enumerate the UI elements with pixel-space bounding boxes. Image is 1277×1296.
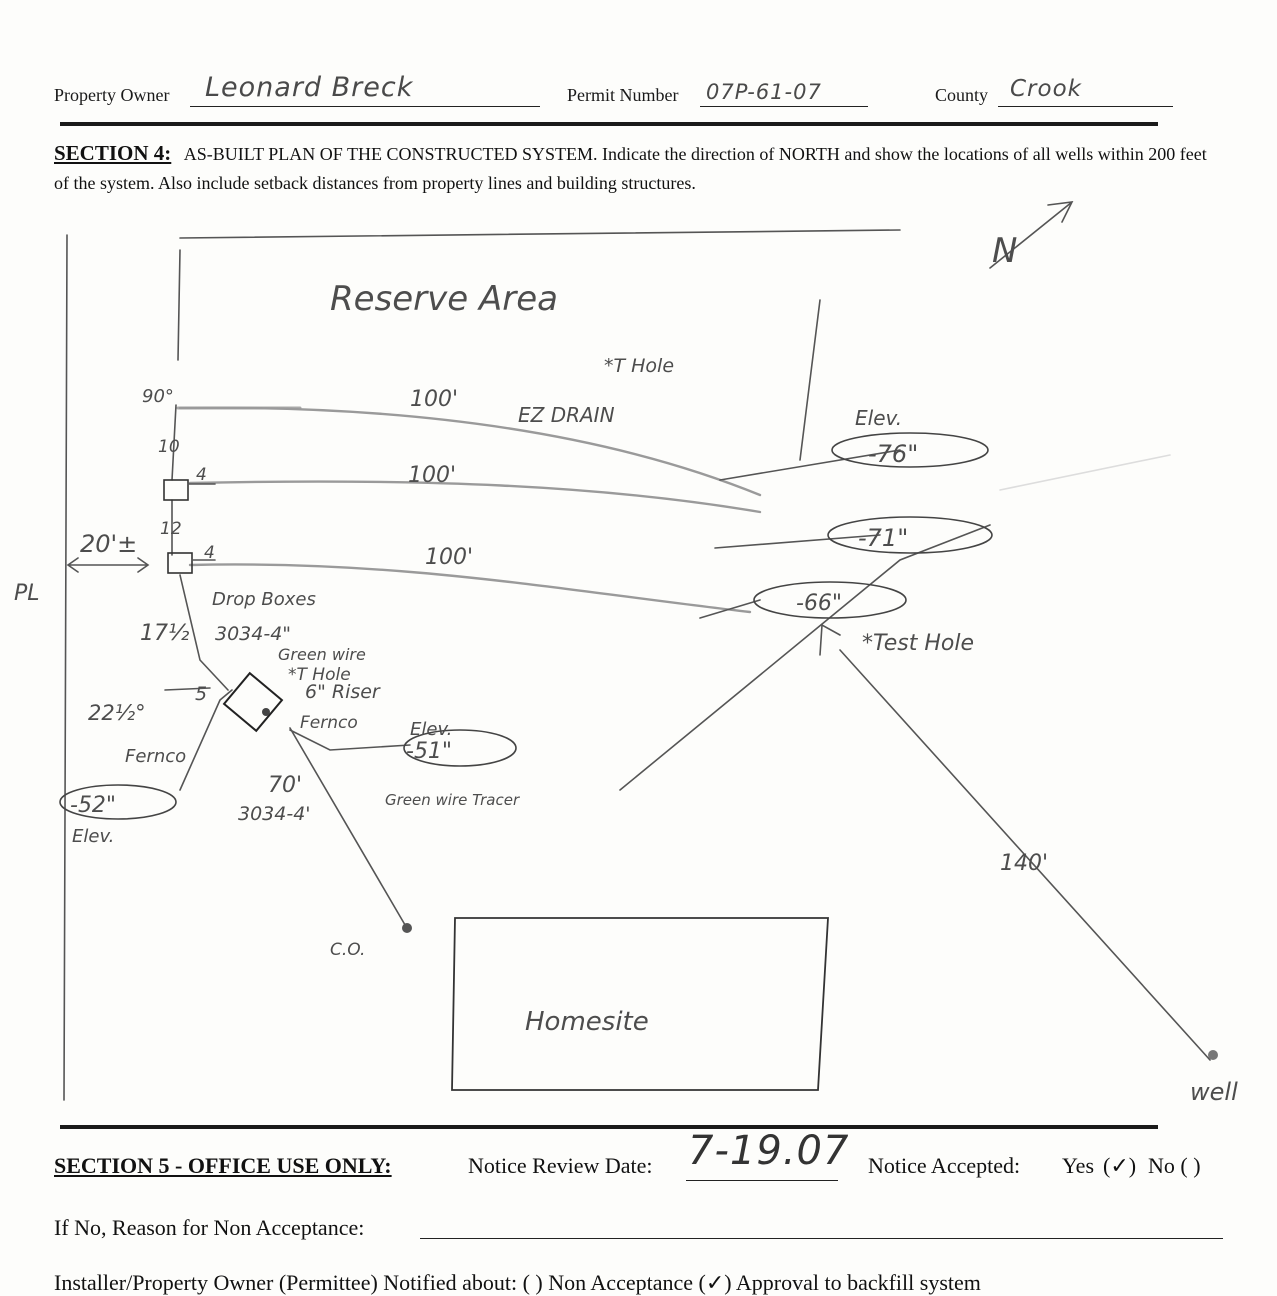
section5-title: SECTION 5 - OFFICE USE ONLY:	[54, 1153, 392, 1178]
yes-label: Yes	[1062, 1153, 1095, 1178]
angle-22-label: 22½°	[88, 701, 146, 725]
drop-boxes-label: Drop Boxes	[212, 589, 316, 610]
county-line	[998, 106, 1173, 107]
len-100-b: 100'	[408, 463, 457, 488]
setback-20: 20'±	[80, 530, 138, 558]
homesite-outline	[452, 918, 828, 1090]
reserve-area-label: Reserve Area	[330, 279, 558, 319]
green-wire-b: Green wire Tracer	[385, 791, 520, 809]
box-4-b: 4	[204, 543, 215, 563]
elev-52: -52"	[70, 793, 117, 818]
len-70: 70'	[268, 773, 303, 798]
test-hole-label: *Test Hole	[862, 631, 974, 656]
setback-arrow	[68, 558, 148, 572]
len-12: 12	[160, 519, 182, 539]
len-5: 5	[195, 683, 208, 705]
len-10: 10	[158, 437, 180, 457]
property-owner-label: Property Owner	[54, 85, 170, 105]
county-label: County	[935, 85, 989, 105]
pipe-3034-b: 3034-4'	[238, 803, 311, 825]
len-100-c: 100'	[425, 545, 474, 570]
property-owner-line	[190, 106, 540, 107]
len-140: 140'	[1000, 851, 1049, 876]
elev-76: -76"	[868, 440, 919, 468]
elev-label-1: Elev.	[855, 406, 903, 430]
header-divider	[60, 122, 1158, 126]
reason-input-line[interactable]	[420, 1238, 1223, 1239]
t-hole-mid: *T Hole	[288, 665, 351, 685]
reason-label: If No, Reason for Non Acceptance:	[54, 1215, 365, 1240]
property-line	[64, 235, 67, 1100]
pipe-to-cleanout	[290, 728, 408, 930]
riser-label: 6" Riser	[305, 681, 380, 703]
as-built-sketch	[0, 200, 1277, 1130]
pl-label: PL	[14, 581, 40, 606]
angle-90-label: 90°	[142, 386, 174, 407]
elev-label-2: Elev.	[410, 719, 453, 740]
section4-title: SECTION 4:	[54, 141, 172, 165]
len-100-a: 100'	[410, 387, 459, 412]
pipe-3034-a: 3034-4"	[215, 623, 292, 645]
elev-51: -51"	[406, 739, 453, 764]
fernco-a: Fernco	[125, 746, 187, 767]
cleanout-label: C.O.	[330, 940, 366, 960]
review-date-label: Notice Review Date:	[468, 1153, 653, 1178]
t-hole-top-label: *T Hole	[604, 355, 675, 377]
box-4-a: 4	[196, 465, 207, 485]
section5-divider	[60, 1125, 1158, 1129]
homesite-label: Homesite	[525, 1007, 649, 1037]
no-checkbox[interactable]: No ( )	[1148, 1153, 1201, 1178]
elev-71: -71"	[858, 524, 909, 552]
yes-checkbox[interactable]: (✓)	[1103, 1153, 1137, 1178]
well-label: well	[1190, 1078, 1238, 1106]
property-owner-value: Leonard Breck	[205, 72, 414, 103]
ez-drain-label: EZ DRAIN	[518, 403, 615, 427]
permit-number-value: 07P-61-07	[706, 80, 822, 104]
section4-instructions: AS-BUILT PLAN OF THE CONSTRUCTED SYSTEM. Indicate the direction of NORTH and show the locations of all wells within 200 feet of the system. Also include setback distances from property lines and building structures.	[54, 144, 1207, 193]
elev-oval-71	[828, 517, 992, 553]
notified-text: Installer/Property Owner (Permittee) Notified about: ( ) Non Acceptance (✓) Approval to backfill system	[54, 1270, 981, 1295]
elev-66: -66"	[796, 591, 843, 616]
review-date-line	[686, 1180, 838, 1181]
elev-label-3: Elev.	[72, 826, 115, 847]
green-wire-a: Green wire	[278, 645, 366, 664]
permit-number-label: Permit Number	[567, 85, 679, 105]
county-value: Crook	[1010, 76, 1082, 102]
notice-accepted-label: Notice Accepted:	[868, 1153, 1021, 1178]
len-17: 17½	[140, 621, 190, 646]
permit-number-line	[700, 106, 868, 107]
section4-block	[54, 139, 1224, 198]
review-date-value: 7-19.07	[688, 1128, 850, 1174]
drop-box-2	[168, 553, 192, 573]
north-label: N	[992, 231, 1018, 271]
riser-box	[224, 673, 282, 731]
drop-box-1	[164, 480, 188, 500]
lateral-2	[190, 482, 760, 512]
fernco-b: Fernco	[300, 713, 358, 733]
